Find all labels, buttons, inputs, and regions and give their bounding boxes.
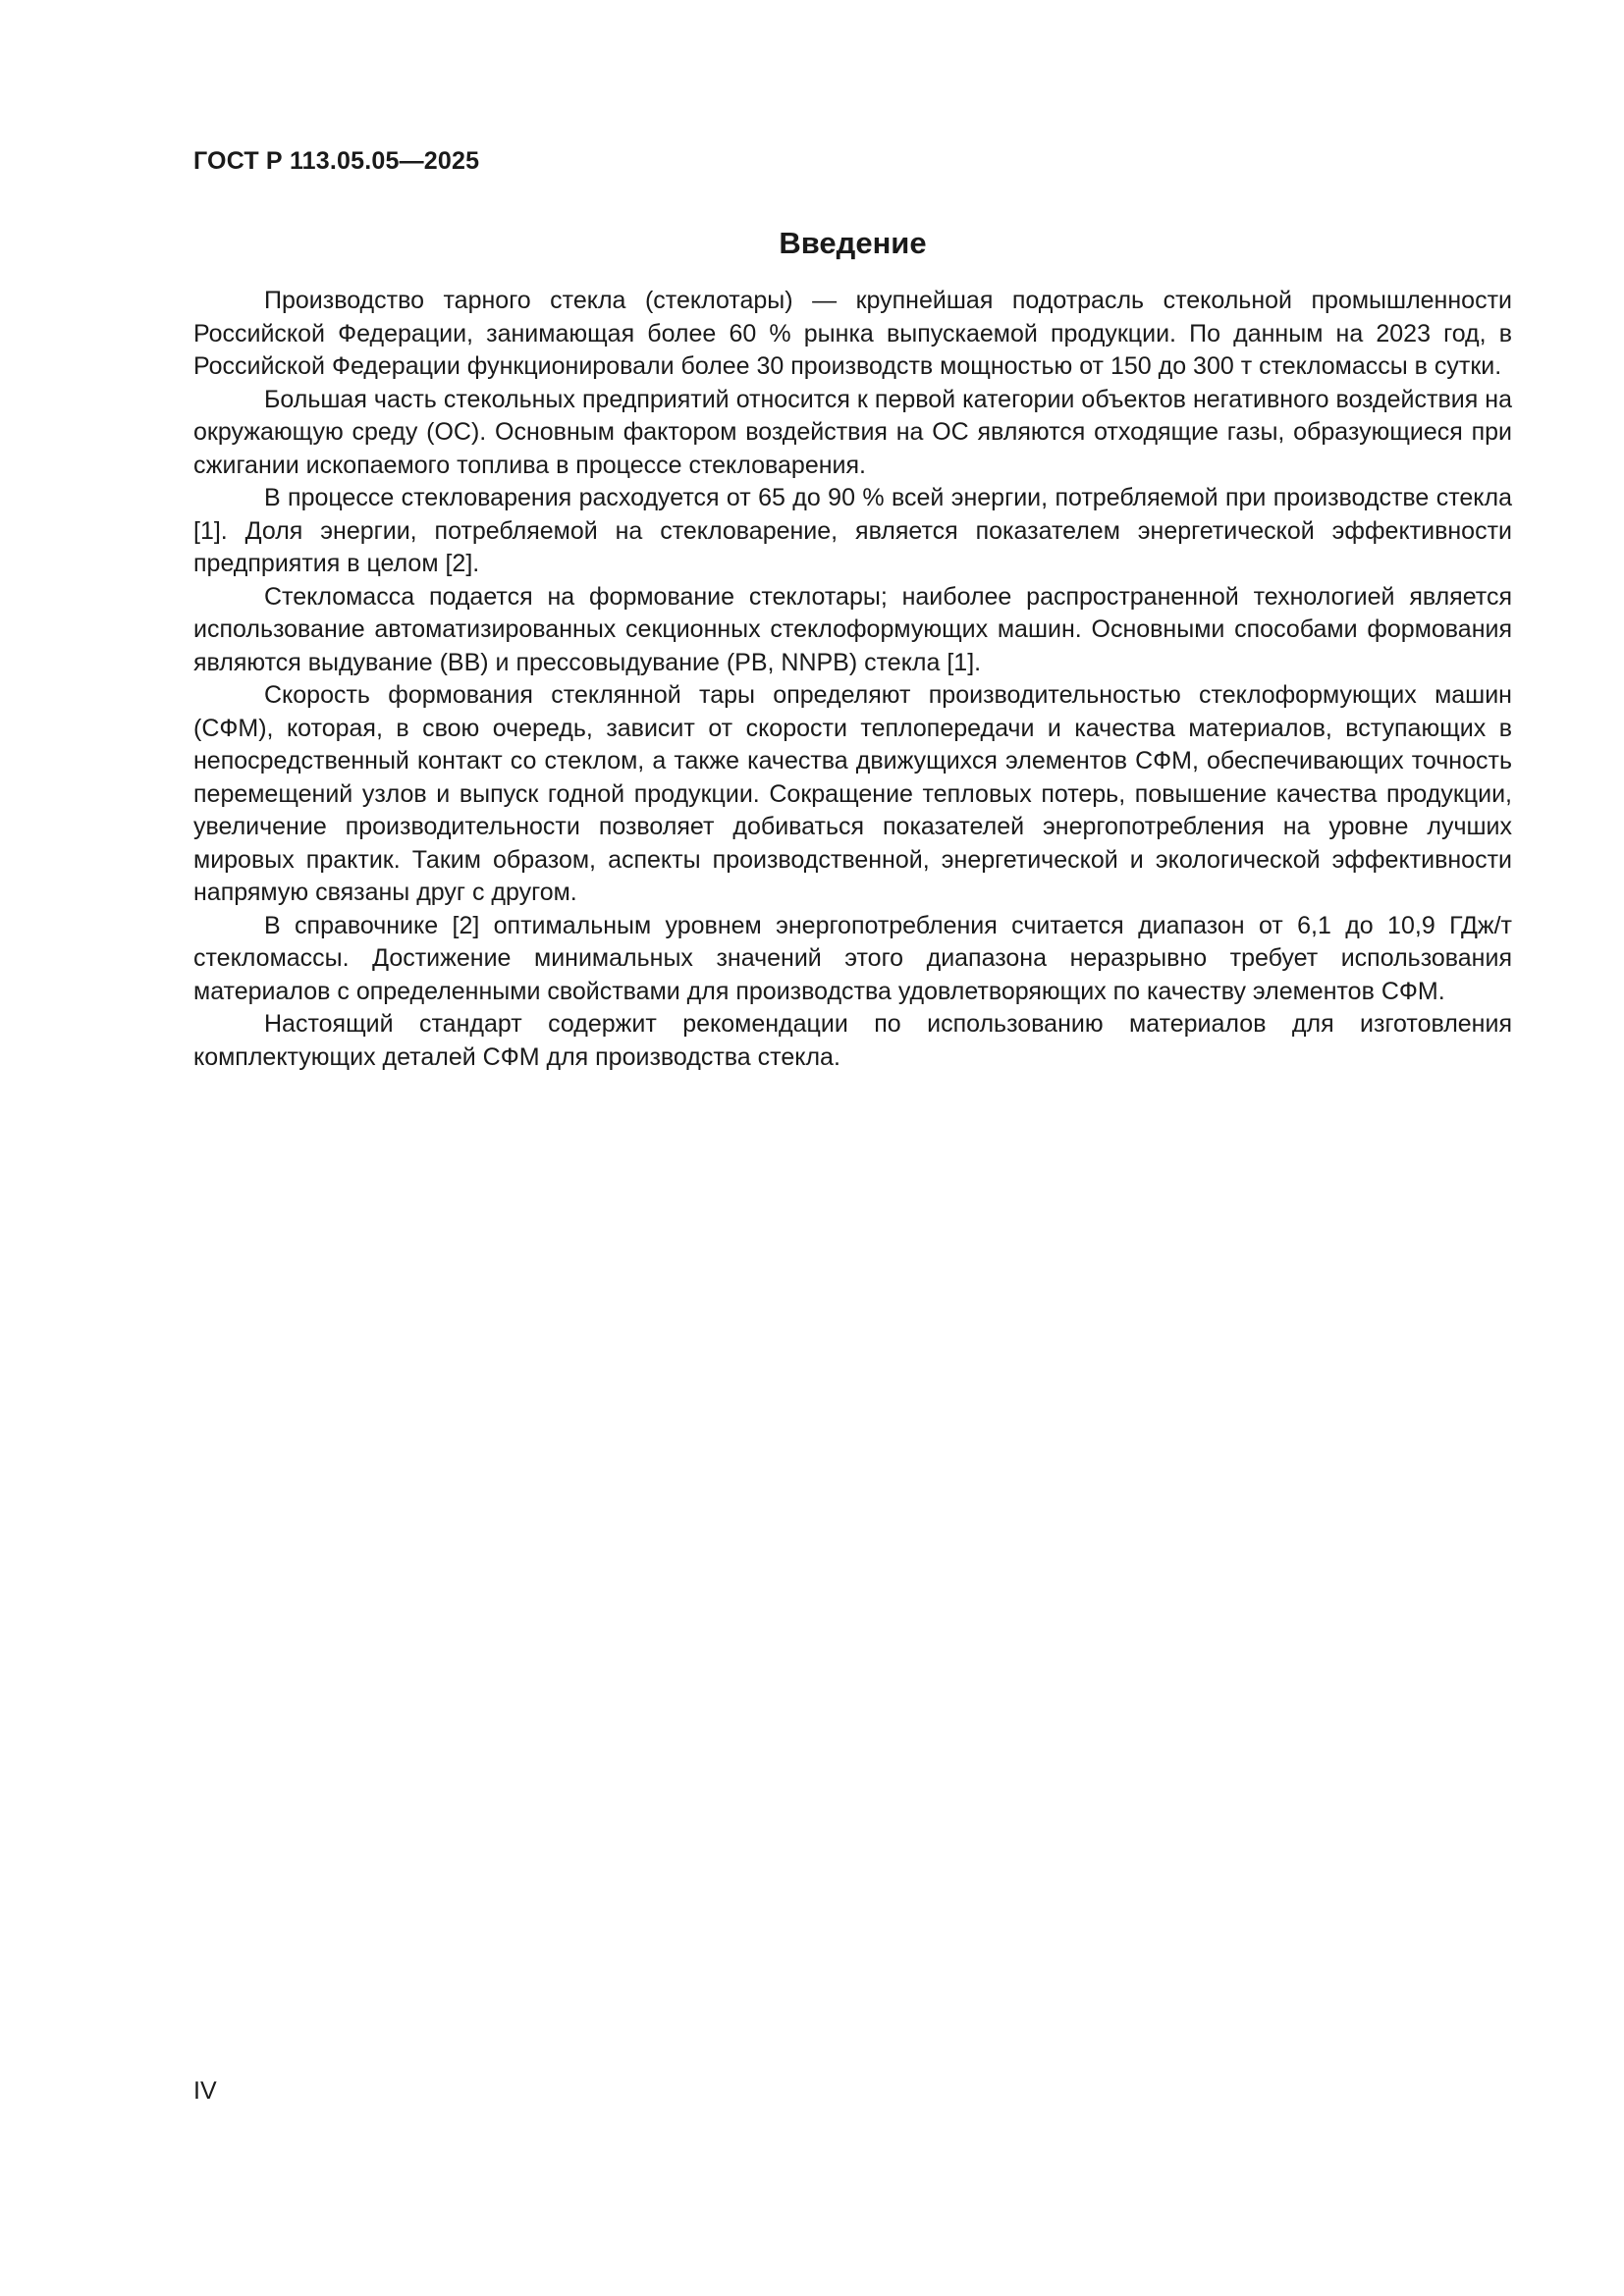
page-number: IV xyxy=(193,2077,217,2105)
paragraph: Настоящий стандарт содержит рекомендации по использованию материалов для изготовления комплектующих деталей СФМ для производства стекла. xyxy=(193,1010,1512,1071)
section-title: Введение xyxy=(779,226,927,260)
document-header: ГОСТ Р 113.05.05—2025 xyxy=(193,147,480,175)
paragraph: Стекломасса подается на формование стеклотары; наиболее распространенной технологией является использование автоматизированных секционных стеклоформующих машин. Основными способами формования являются выдувание (BB) и прессовыдувание (PB, NNPB) стекла [1]. xyxy=(193,582,1512,676)
paragraph: Большая часть стекольных предприятий относится к первой категории объектов негативного воздействия на окружающую среду (ОС). Основным фактором воздействия на ОС являются отходящие газы, образующиеся при сжигании ископаемого топлива в процессе стекловарения. xyxy=(193,385,1512,479)
paragraph: В процессе стекловарения расходуется от 65 до 90 % всей энергии, потребляемой при производстве стекла [1]. Доля энергии, потребляемой на стекловарение, является показателем энергетической эффективности предприятия в целом [2]. xyxy=(193,484,1512,577)
paragraph: В справочнике [2] оптимальным уровнем энергопотребления считается диапазон от 6,1 до 10,9 ГДж/т стекломассы. Достижение минимальных значений этого диапазона неразрывно требует использования материалов с определенными свойствами для производства удовлетворяющих по качеству элементов СФМ. xyxy=(193,911,1512,1005)
paragraph: Производство тарного стекла (стеклотары) — крупнейшая подотрасль стекольной промышленности Российской Федерации, занимающая более 60 % рынка выпускаемой продукции. По данным на 2023 год, в Российской Федерации функционировали более 30 производств мощностью от 150 до 300 т стекломассы в сутки. xyxy=(193,287,1512,380)
body-text xyxy=(193,285,1512,1074)
paragraph: Скорость формования стеклянной тары определяют производительностью стеклоформующих машин (СФМ), которая, в свою очередь, зависит от скорости теплопередачи и качества материалов, вступающих в непосредственный контакт со стеклом, а также качества движущихся элементов СФМ, обеспечивающих точность перемещений узлов и выпуск годной продукции. Сокращение тепловых потерь, повышение качества продукции, увеличение производительности позволяет добиваться показателей энергопотребления на уровне лучших мировых практик. Таким образом, аспекты производственной, энергетической и экологической эффективности напрямую связаны друг с другом. xyxy=(193,681,1512,906)
